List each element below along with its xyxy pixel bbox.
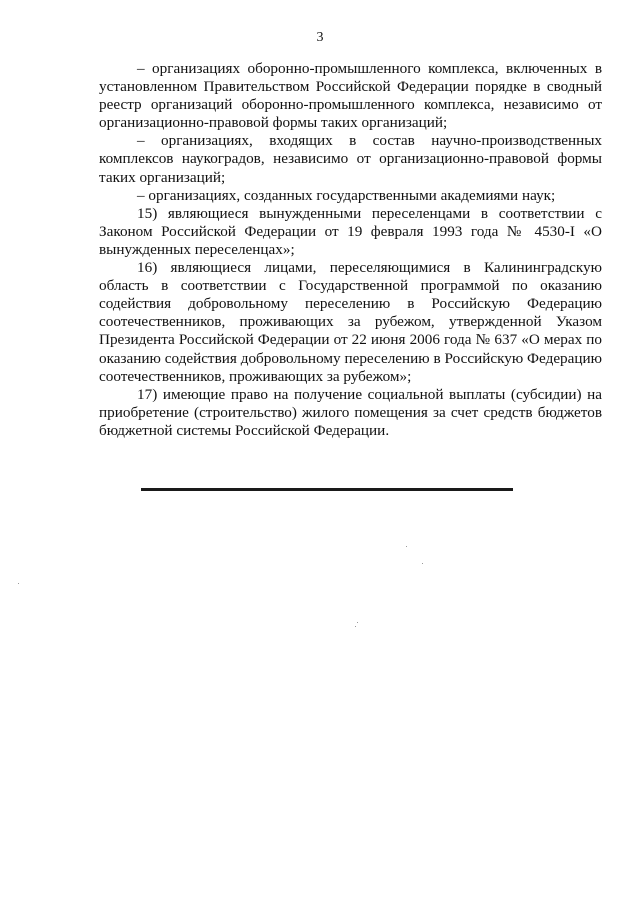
page-number: 3 bbox=[316, 30, 324, 45]
scan-speck bbox=[406, 546, 407, 547]
paragraph-science-city-organizations: – организациях, входящих в состав научно-производственных комплексов наукоградов, независимо от организационно-правовой формы таких организаций; bbox=[99, 132, 602, 186]
document-body bbox=[99, 60, 602, 440]
scan-speck bbox=[18, 583, 19, 584]
paragraph-academy-organizations: – организациях, созданных государственными академиями наук; bbox=[137, 186, 556, 204]
scan-speck bbox=[357, 622, 358, 623]
paragraph-item-17: 17) имеющие право на получение социальной выплаты (субсидии) на приобретение (строительство) жилого помещения за счет средств бюджетов бюджетной системы Российской Федерации. bbox=[99, 385, 602, 439]
paragraph-defense-industry-organizations: – организациях оборонно-промышленного комплекса, включенных в установленном Правительством Российской Федерации порядке в сводный реестр организаций оборонно-промышленного комплекса, независимо от организационно-правовой формы таких организаций; bbox=[99, 60, 602, 132]
scan-speck bbox=[355, 626, 356, 627]
paragraph-item-16: 16) являющиеся лицами, переселяющимися в Калининградскую область в соответствии с Государственной программой по оказанию содействия добровольному переселению в Российскую Федерацию соотечественников, проживающих за рубежом, утвержденной Указом Президента Российской Федерации от 22 июня 2006 года № 637 «О мерах по оказанию содействия добровольному переселению в Российскую Федерацию соотечественников, проживающих за рубежом»; bbox=[99, 259, 602, 385]
paragraph-item-15: 15) являющиеся вынужденными переселенцами в соответствии с Законом Российской Федерации от 19 февраля 1993 года № 4530-I «О вынужденных переселенцах»; bbox=[99, 204, 602, 258]
end-of-text-divider bbox=[141, 488, 513, 491]
scan-speck bbox=[422, 563, 423, 564]
